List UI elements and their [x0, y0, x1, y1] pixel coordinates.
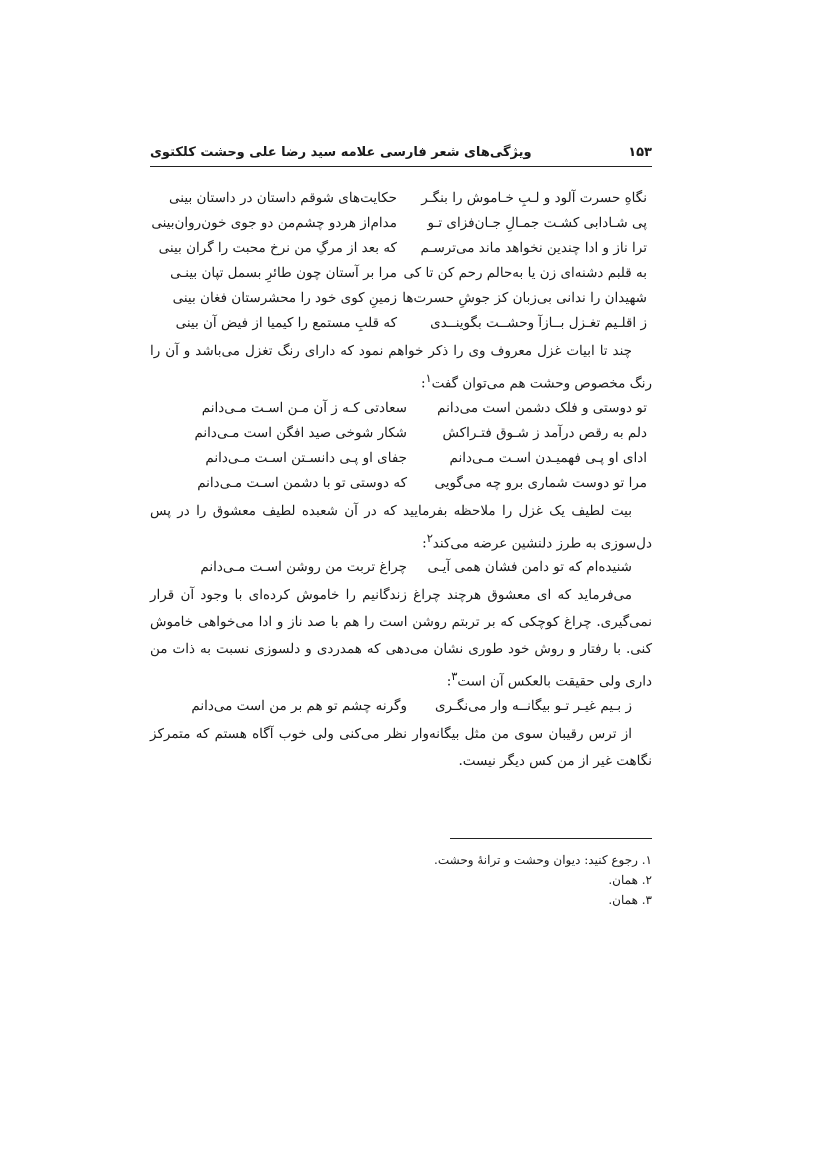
verse-line [150, 213, 652, 238]
first-hemistich: ز بـیم غیـر تـو بیگانــه وار می‌نگـری [434, 697, 632, 714]
paragraph-text: چند تا ابیات غزل معروف وی را ذکر خواهم نمود که دارای رنگ تغزل می‌باشد و آن را رنگ مخصوص وحشت هم می‌توان گفت [150, 343, 652, 392]
verse-line [150, 448, 652, 473]
running-title: ویژگی‌های شعر فارسی علامه سید رضا علی وحشت کلکتوی [150, 145, 532, 160]
second-hemistich: که قلبِ مستمع را کیمیا از فیض آن بینی [175, 315, 397, 331]
first-hemistich: به قلبم دشنه‌ای زن یا به‌حالم رحم کن تا کی [403, 265, 647, 281]
second-hemistich: حکایت‌های شوقم داستان در داستان بینی [169, 190, 397, 206]
second-hemistich: جفای او پـی دانسـتن اسـت مـی‌دانم [205, 449, 407, 466]
first-hemistich: دلم به رقص درآمد ز شـوق فتـراکش [442, 424, 647, 441]
body-text [150, 188, 652, 775]
first-hemistich: ز اقلـیم تغـزل بــازآ وحشــت بگوینــدی [430, 315, 647, 331]
second-hemistich: مرا بر آستان چون طائرِ بسمل تپان بینـی [170, 265, 397, 281]
first-hemistich: ترا ناز و ادا چندین نخواهد ماند می‌ترسـم [420, 240, 647, 256]
second-hemistich: وگرنه چشم تو هم بر من است می‌دانم [191, 697, 407, 714]
paragraph: چند تا ابیات غزل معروف وی را ذکر خواهم نمود که دارای رنگ تغزل می‌باشد و آن را رنگ مخصوص وحشت هم می‌توان گفت$^۱$: [150, 343, 652, 392]
footnote-ref: ۱ [425, 372, 432, 385]
second-hemistich: مدام‌از هردو چشم‌من دو جوی خون‌روان‌بینی [151, 215, 397, 231]
second-hemistich: زمینِ کوی خود را محشرستان فغان بینی [172, 290, 397, 306]
first-hemistich: شنیده‌ام که تو دامن فشان همی آیـی [427, 559, 632, 575]
verse-line [150, 238, 652, 263]
verse-line [150, 313, 652, 338]
verse-line [150, 288, 652, 313]
paragraph: بیت لطیف یک غزل را ملاحظه بفرمایید که در آن شعبده لطیف معشوق را در پس دل‌سوزی به طرز دلنشین عرضه می‌کند$^۲$: [150, 502, 652, 551]
second-hemistich: سعادتی کـه ز آن مـن اسـت مـی‌دانم [201, 399, 407, 416]
paragraph-text: بیت لطیف یک غزل را ملاحظه بفرمایید که در آن شعبده لطیف معشوق را در پس دل‌سوزی به طرز دلنشین عرضه می‌کند [150, 502, 652, 551]
verse-line [150, 398, 652, 423]
footnote: ۱. رجوع کنید: دیوان وحشت و ترانهٔ وحشت. [434, 853, 652, 867]
footnotes [380, 850, 652, 910]
second-hemistich: که دوستی تو با دشمن اسـت مـی‌دانم [197, 474, 407, 491]
verse-line [150, 423, 652, 448]
first-hemistich: پی شـادابی کشـت جمـالِ جـان‌فزای تـو [427, 215, 647, 231]
poem-1 [150, 188, 652, 338]
footnote-rule [450, 838, 652, 839]
page-number: ۱۵۳ [628, 145, 652, 160]
first-hemistich: تو دوستی و فلک دشمن است می‌دانم [437, 399, 647, 416]
paragraph: می‌فرماید که ای معشوق هرچند چراغ زندگانیم را خاموش کرده‌ای با وجود آن قرار نمی‌گیری. چراغ کوچکی که بر تربتم روشن است را هم با صد ناز و ادا می‌خواهی خاموش کنی. با رفتار و روش خود طوری نشان می‌دهی که همدردی و دلسوزی نسبت به ذات من داری ولی حقیقت بالعکس آن است$^۳$: [150, 587, 652, 690]
footnote-ref: ۲ [426, 531, 433, 545]
verse-line [150, 696, 652, 721]
first-hemistich: نگاهِ حسرت آلود و لـبِ خـاموش را بنگـر [421, 190, 647, 206]
verse-line [150, 263, 652, 288]
second-hemistich: شکار شوخی صید افگن است مـی‌دانم [194, 424, 407, 441]
second-hemistich: چراغ تربت من روشن اسـت مـی‌دانم [200, 559, 407, 575]
footnote-ref: ۳ [451, 670, 458, 683]
poem-2 [150, 398, 652, 498]
first-hemistich: مرا تو دوست شماری برو چه می‌گویی [434, 474, 647, 491]
footnote: ۲. همان. [608, 873, 652, 887]
verse-line [150, 557, 652, 582]
first-hemistich: ادای او پـی فهمیـدن اسـت مـی‌دانم [449, 449, 647, 466]
first-hemistich: شهیدان را ندانی بی‌زبان کز جوشِ حسرت‌ها [402, 290, 647, 306]
paragraph: از ترس رقیبان سوی من مثل بیگانه‌وار نظر می‌کنی ولی خوب آگاه هستم که متمرکز نگاهت غیر از من کس دیگر نیست. [150, 725, 652, 769]
page-header [150, 143, 652, 165]
second-hemistich: که بعد از مرگِ من نرخ محبت را گران بینی [158, 240, 397, 256]
paragraph-text: می‌فرماید که ای معشوق هرچند چراغ زندگانیم را خاموش کرده‌ای با وجود آن قرار نمی‌گیری. چراغ کوچکی که بر تربتم روشن است را هم با صد ناز و ادا می‌خواهی خاموش کنی. با رفتار و روش خود طوری نشان می‌دهی که همدردی و دلسوزی نسبت به ذات من داری ولی حقیقت بالعکس آن است [150, 587, 652, 690]
verse-line [150, 188, 652, 213]
header-rule [150, 166, 652, 167]
footnote: ۳. همان. [608, 893, 652, 907]
verse-line [150, 473, 652, 498]
